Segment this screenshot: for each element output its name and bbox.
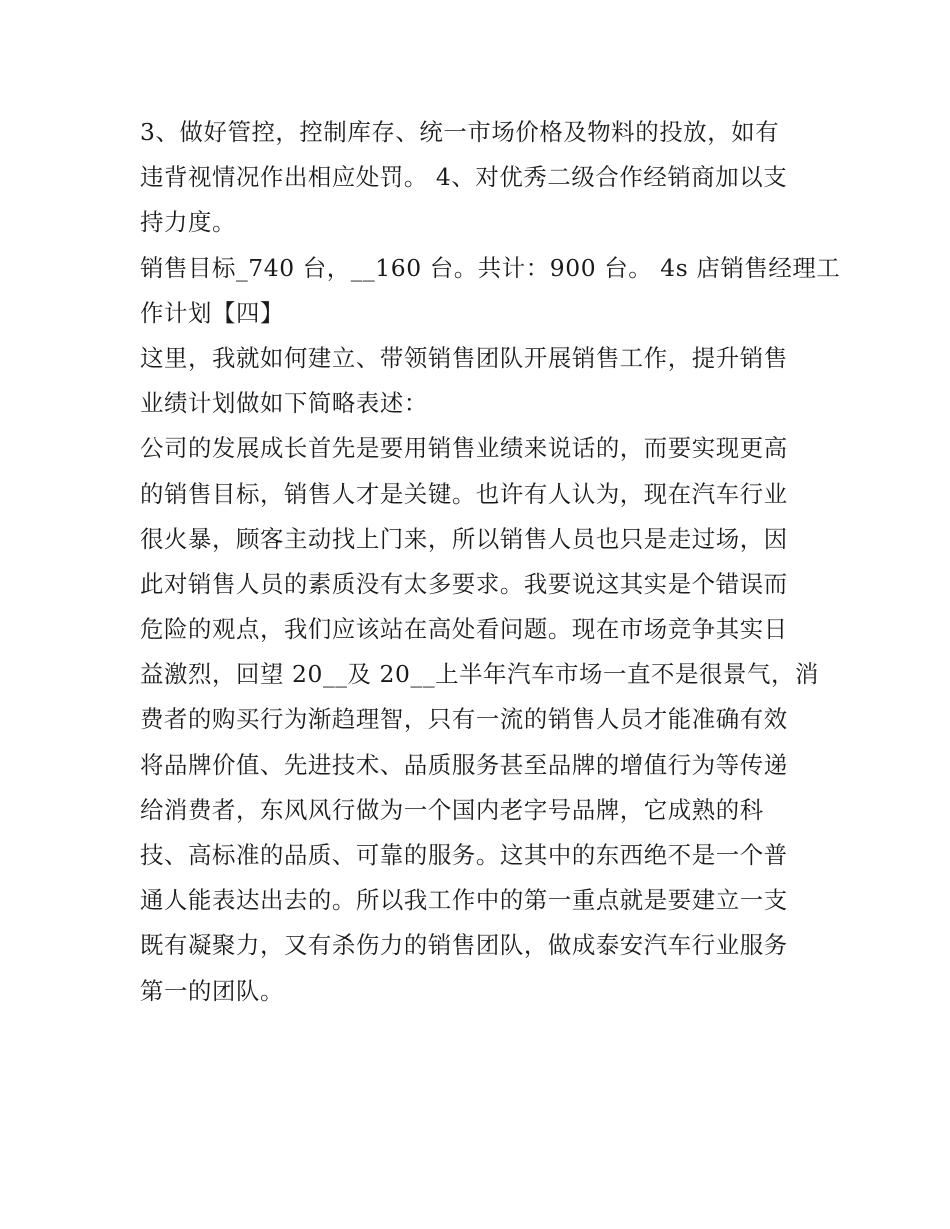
text-line: 将品牌价值、先进技术、品质服务甚至品牌的增值行为等传递	[140, 750, 788, 779]
text-line: 费者的购买行为渐趋理智，只有一流的销售人员才能准确有效	[140, 705, 788, 734]
text-line: 这里，我就如何建立、带领销售团队开展销售工作，提升销售	[140, 343, 788, 372]
text-line: 技、高标准的品质、可靠的服务。这其中的东西绝不是一个普	[140, 841, 788, 869]
text-line: 既有凝聚力，又有杀伤力的销售团队，做成泰安汽车行业服务	[140, 931, 788, 960]
text-line: 持力度。	[140, 208, 236, 237]
text-line: 的销售目标，销售人才是关键。也许有人认为，现在汽车行业	[140, 479, 788, 508]
text-line: 很火暴，顾客主动找上门来，所以销售人员也只是走过场，因	[140, 524, 788, 553]
text-line: 此对销售人员的素质没有太多要求。我要说这其实是个错误而	[140, 569, 788, 598]
text-line: 公司的发展成长首先是要用销售业绩来说话的，而要实现更高	[140, 434, 788, 463]
text-line: 给消费者，东风风行做为一个国内老字号品牌，它成熟的科	[140, 795, 764, 824]
text-line: 益激烈，回望 20__及 20__上半年汽车市场一直不是很景气，消	[140, 660, 819, 689]
text-line: 通人能表达出去的。所以我工作中的第一重点就是要建立一支	[140, 886, 788, 915]
text-line: 危险的观点，我们应该站在高处看问题。现在市场竞争其实日	[140, 615, 788, 644]
text-line: 第一的团队。	[140, 976, 284, 1005]
document-body	[140, 110, 841, 1014]
text-line: 业绩计划做如下简略表述：	[140, 389, 428, 418]
text-line: 3、做好管控，控制库存、统一市场价格及物料的投放，如有	[140, 118, 780, 146]
text-line: 销售目标_740 台，__160 台。共计：900 台。 4s 店销售经理工	[140, 253, 841, 282]
text-line: 作计划【四】	[140, 298, 284, 327]
text-line: 违背视情况作出相应处罚。 4、对优秀二级合作经销商加以支	[140, 163, 788, 192]
